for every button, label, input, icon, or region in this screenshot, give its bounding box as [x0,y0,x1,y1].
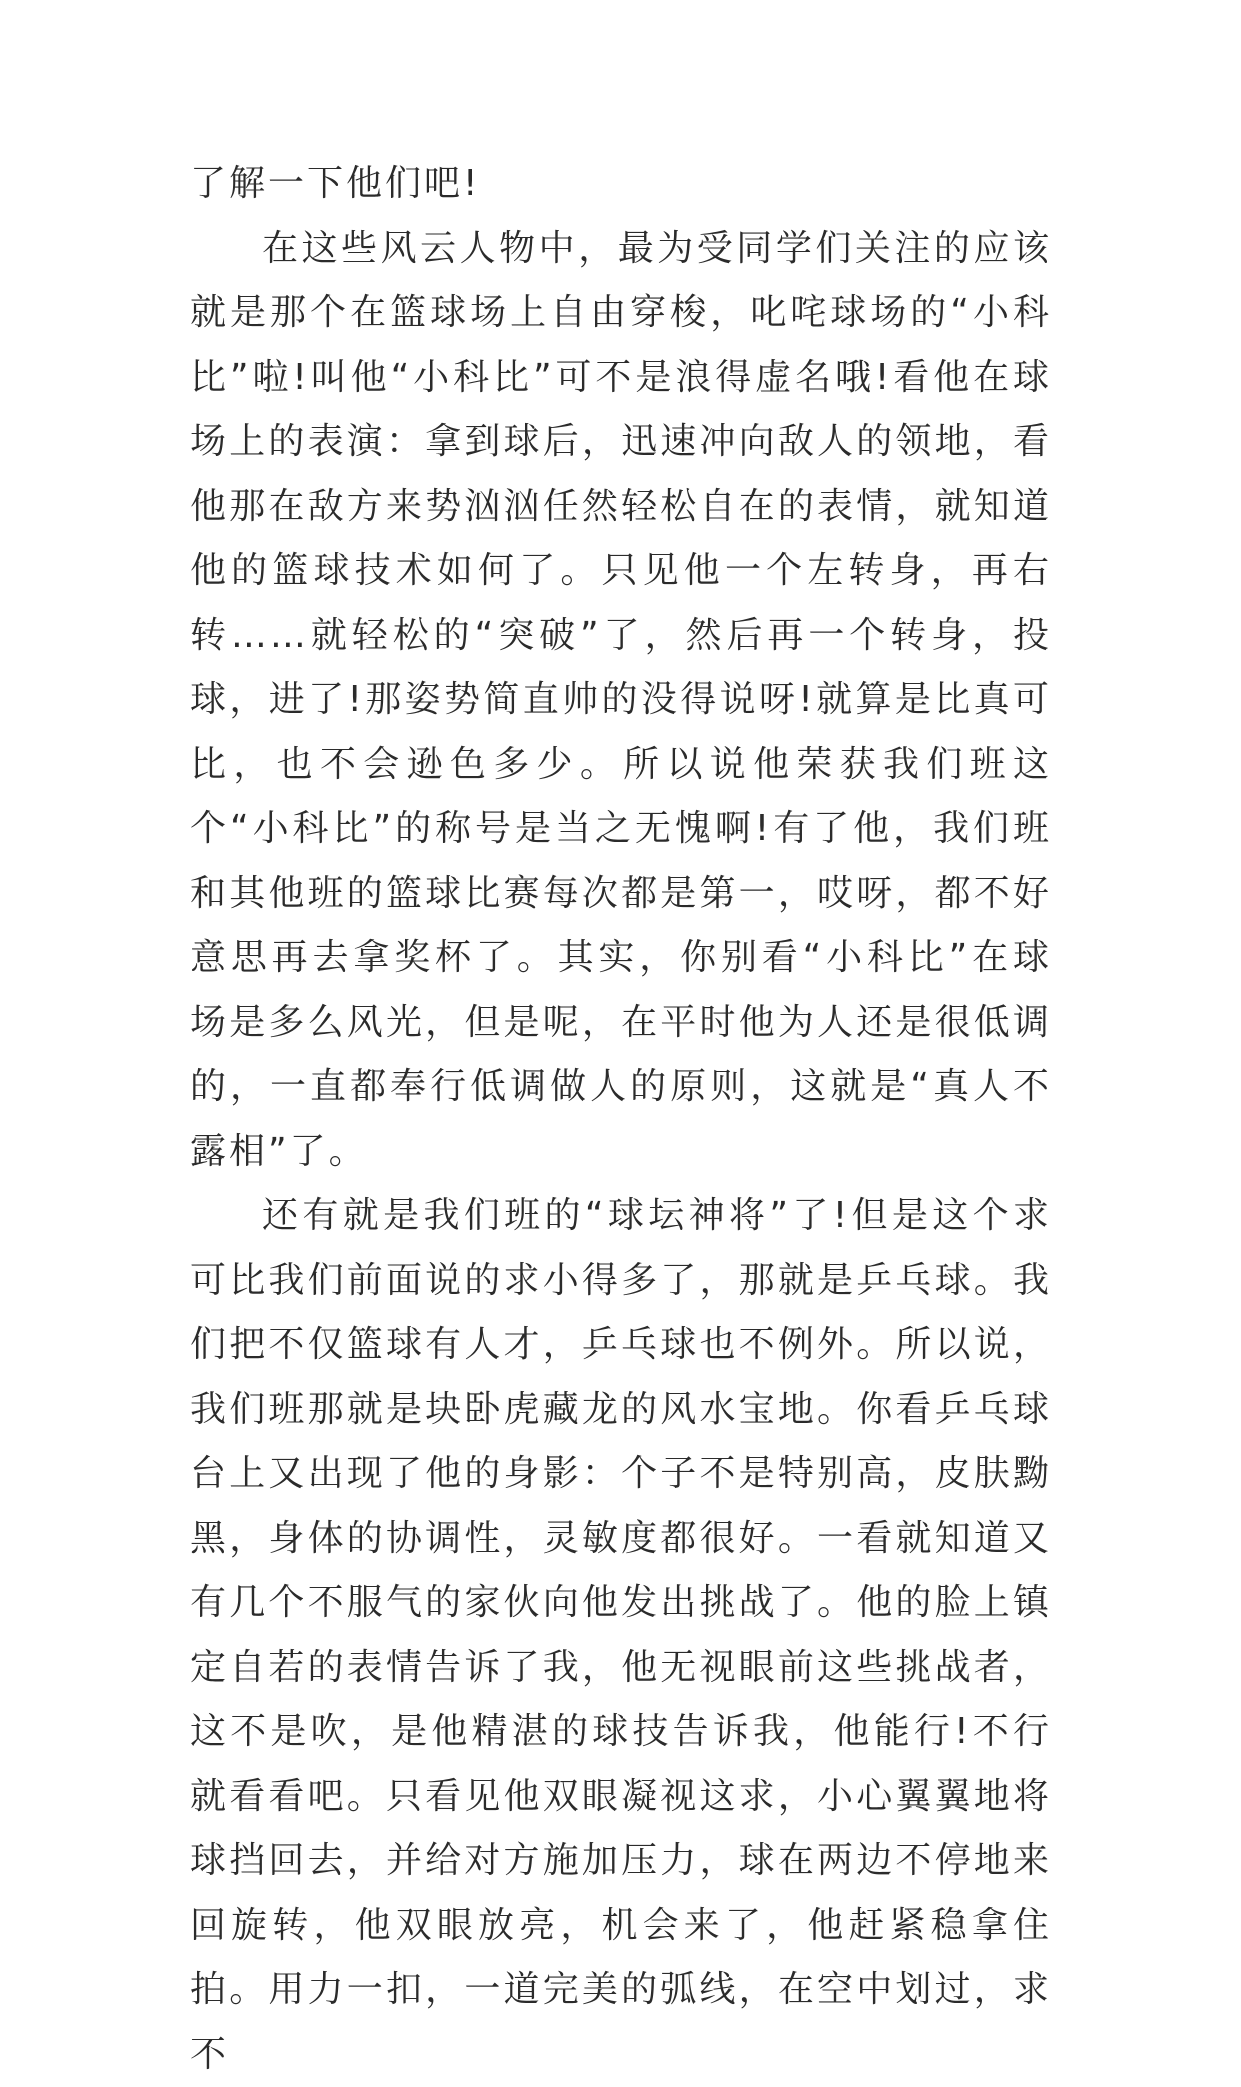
paragraph-2: 在这些风云人物中，最为受同学们关注的应该就是那个在篮球场上自由穿梭，叱咤球场的“小科比”啦!叫他“小科比”可不是浪得虚名哦!看他在球场上的表演：拿到球后，迅速冲向敌人的领地，看他那在敌方来势汹汹任然轻松自在的表情，就知道他的篮球技术如何了。只见他一个左转身，再右转……就轻松的“突破”了，然后再一个转身，投球，进了!那姿势简直帅的没得说呀!就算是比真可比，也不会逊色多少。所以说他荣获我们班这个“小科比”的称号是当之无愧啊!有了他，我们班和其他班的篮球比赛每次都是第一，哎呀，都不好意思再去拿奖杯了。其实，你别看“小科比”在球场是多么风光，但是呢，在平时他为人还是很低调的，一直都奉行低调做人的原则，这就是“真人不露相”了。 [190,227,1052,1172]
body-text [190,152,1052,2087]
paragraph-3: 还有就是我们班的“球坛神将”了!但是这个求可比我们前面说的求小得多了，那就是乒乓球。我们把不仅篮球有人才，乒乓球也不例外。所以说，我们班那就是块卧虎藏龙的风水宝地。你看乒乓球台上又出现了他的身影：个子不是特别高，皮肤黝黑，身体的协调性，灵敏度都很好。一看就知道又有几个不服气的家伙向他发出挑战了。他的脸上镇定自若的表情告诉了我，他无视眼前这些挑战者，这不是吹，是他精湛的球技告诉我，他能行!不行就看看吧。只看见他双眼凝视这求，小心翼翼地将球挡回去，并给对方施加压力，球在两边不停地来回旋转，他双眼放亮，机会来了，他赶紧稳拿住拍。用力一扣，一道完美的弧线，在空中划过，求不 [190,1195,1052,2075]
paragraph-1: 了解一下他们吧! [190,163,481,204]
